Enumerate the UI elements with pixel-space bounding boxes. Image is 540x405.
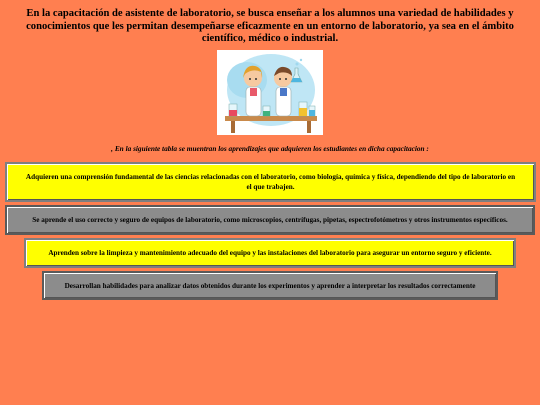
kids-lab-scientists-illustration xyxy=(217,50,323,135)
learning-card-data-analysis: Desarrollan habilidades para analizar datos obtenidos durante los experimentos y aprender a interpretar los resultados correctamente xyxy=(42,271,498,300)
learning-card-cleaning: Aprenden sobre la limpieza y mantenimiento adecuado del equipo y las instalaciones del laboratorio para asegurar un entorno seguro y eficiente. xyxy=(24,238,516,268)
learning-card-equipment: Se aprende el uso correcto y seguro de equipos de laboratorio, como microscopios, centrífugas, pipetas, espectrofotómetros y otros instrumentos específicos. xyxy=(5,205,535,235)
learning-card-sciences: Adquieren una comprensión fundamental de las ciencias relacionadas con el laboratorio, como biología, química y física, dependiendo del tipo de laboratorio en el que trabajen. xyxy=(5,162,536,202)
table-intro-caption: , En la siguiente tabla se muentran los aprendizajes que adquieren los estudiantes en dicha capacitacion : xyxy=(111,144,429,153)
intro-paragraph: En la capacitación de asistente de laboratorio, se busca enseñar a los alumnos una variedad de habilidades y conocimientos que les permitan desempeñarse eficazmente en un entorno de laboratorio, ya sea en el ámbito científico, médico o industrial. xyxy=(26,8,514,44)
